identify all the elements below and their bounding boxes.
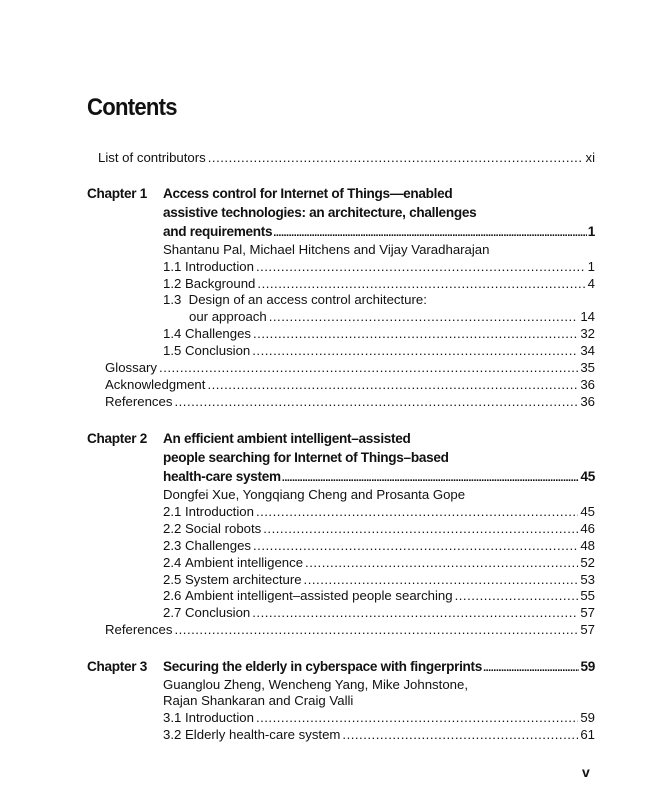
chapter-title-line: Securing the elderly in cyberspace with fingerprints [163, 659, 483, 674]
entry-title: Acknowledgment [105, 377, 206, 392]
dot-leader [342, 726, 578, 743]
toc-back-matter[interactable] [105, 621, 595, 638]
section-title: Ambient intelligent–assisted people searching [185, 588, 453, 603]
chapter-label: Chapter 3 [87, 659, 147, 674]
section-page: 34 [580, 343, 595, 358]
chapter-title-last-line[interactable] [163, 467, 595, 488]
chapter-authors: Guanglou Zheng, Wencheng Yang, Mike Johnstone, [163, 677, 468, 692]
section-page: 1 [587, 259, 595, 274]
dot-leader [304, 571, 579, 588]
section-title: Elderly health-care system [185, 727, 341, 742]
toc-section[interactable] [163, 537, 595, 554]
chapter-title-line: health-care system [163, 469, 281, 484]
section-page: 45 [580, 504, 595, 519]
dot-leader [207, 376, 578, 393]
toc-entry-contributors[interactable] [98, 149, 595, 166]
chapter-title-line: and requirements [163, 224, 273, 239]
toc-section[interactable] [163, 587, 595, 604]
section-title: Background [185, 276, 256, 291]
chapter-authors: Rajan Shankaran and Craig Valli [163, 693, 354, 708]
section-page: 46 [580, 521, 595, 536]
section-title: Introduction [185, 504, 254, 519]
toc-section[interactable] [163, 342, 595, 359]
chapter-label: Chapter 1 [87, 186, 147, 201]
toc-back-matter[interactable] [105, 393, 595, 410]
chapter-title-line[interactable]: assistive technologies: an architecture, challenges [163, 205, 477, 220]
entry-page: 36 [580, 394, 595, 409]
dot-leader [253, 325, 578, 342]
toc-section[interactable] [163, 726, 595, 743]
chapter-title-last-line[interactable] [163, 222, 595, 243]
dot-leader [269, 308, 579, 325]
toc-section[interactable] [163, 571, 595, 588]
dot-leader [256, 503, 578, 520]
section-number: 1.5 [163, 343, 182, 358]
section-number: 3.2 [163, 727, 182, 742]
toc-section[interactable] [163, 503, 595, 520]
section-number: 2.2 [163, 521, 182, 536]
section-page: 59 [580, 710, 595, 725]
chapter-label: Chapter 2 [87, 431, 147, 446]
chapter-authors: Shantanu Pal, Michael Hitchens and Vijay Varadharajan [163, 242, 490, 257]
toc-back-matter[interactable] [105, 376, 595, 393]
toc-section[interactable] [163, 275, 595, 292]
section-title: System architecture [185, 572, 302, 587]
section-title: Conclusion [185, 605, 251, 620]
section-number: 1.4 [163, 326, 182, 341]
chapter-title-line[interactable]: An efficient ambient intelligent–assisted [163, 431, 411, 446]
section-title: Challenges [185, 326, 251, 341]
section-number: 2.6 [163, 588, 182, 603]
section-page: 4 [587, 276, 595, 291]
dot-leader [305, 554, 578, 571]
dot-leader [252, 604, 578, 621]
dot-leader [174, 393, 578, 410]
toc-section[interactable] [163, 604, 595, 621]
dot-leader [256, 709, 578, 726]
section-number: 3.1 [163, 710, 182, 725]
page-folio: v [582, 764, 590, 780]
chapter-page: 1 [587, 224, 595, 239]
section-title: Conclusion [185, 343, 251, 358]
dot-leader [273, 222, 586, 243]
entry-title: List of contributors [98, 150, 206, 165]
section-number: 1.1 [163, 259, 182, 274]
entry-page: xi [585, 150, 595, 165]
section-number: 2.7 [163, 605, 182, 620]
dot-leader [282, 467, 580, 488]
section-page: 57 [580, 605, 595, 620]
chapter-page: 59 [580, 659, 595, 674]
entry-title: References [105, 622, 173, 637]
section-number: 2.3 [163, 538, 182, 553]
section-page: 61 [580, 727, 595, 742]
entry-page: 36 [580, 377, 595, 392]
toc-section[interactable] [163, 554, 595, 571]
toc-section-cont[interactable] [189, 308, 595, 325]
toc-back-matter[interactable] [105, 359, 595, 376]
section-title: Challenges [185, 538, 251, 553]
section-title: Ambient intelligence [185, 555, 304, 570]
section-title: Introduction [185, 710, 254, 725]
section-page: 14 [580, 309, 595, 324]
dot-leader [455, 587, 579, 604]
entry-title: Glossary [105, 360, 158, 375]
chapter-title-last-line[interactable] [163, 657, 595, 678]
dot-leader [208, 149, 584, 166]
dot-leader [252, 342, 578, 359]
section-page: 32 [580, 326, 595, 341]
dot-leader [257, 275, 585, 292]
toc-section[interactable] [163, 258, 595, 275]
chapter-authors: Dongfei Xue, Yongqiang Cheng and Prosanta Gope [163, 487, 466, 502]
entry-page: 57 [580, 622, 595, 637]
chapter-page: 45 [580, 469, 595, 484]
dot-leader [483, 657, 579, 678]
section-number: 1.2 [163, 276, 182, 291]
dot-leader [256, 258, 586, 275]
section-page: 52 [580, 555, 595, 570]
section-page: 55 [580, 588, 595, 603]
dot-leader [253, 537, 578, 554]
section-number: 1.3 [163, 292, 182, 307]
section-number: 2.4 [163, 555, 182, 570]
section-title: Social robots [185, 521, 262, 536]
toc-section[interactable] [163, 520, 595, 537]
toc-section-first-line[interactable] [163, 291, 427, 308]
page-title: Contents [87, 94, 177, 121]
dot-leader [174, 621, 578, 638]
section-page: 53 [580, 572, 595, 587]
section-number: 2.5 [163, 572, 182, 587]
chapter-title-line[interactable]: people searching for Internet of Things–based [163, 450, 449, 465]
section-title: Introduction [185, 259, 254, 274]
entry-page: 35 [580, 360, 595, 375]
section-page: 48 [580, 538, 595, 553]
section-title: Design of an access control architecture: [188, 292, 427, 307]
dot-leader [159, 359, 578, 376]
section-title-cont: our approach [189, 309, 267, 324]
toc-section[interactable] [163, 709, 595, 726]
dot-leader [263, 520, 578, 537]
entry-title: References [105, 394, 173, 409]
section-number: 2.1 [163, 504, 182, 519]
toc-section[interactable] [163, 325, 595, 342]
chapter-title-line[interactable]: Access control for Internet of Things—enabled [163, 186, 453, 201]
